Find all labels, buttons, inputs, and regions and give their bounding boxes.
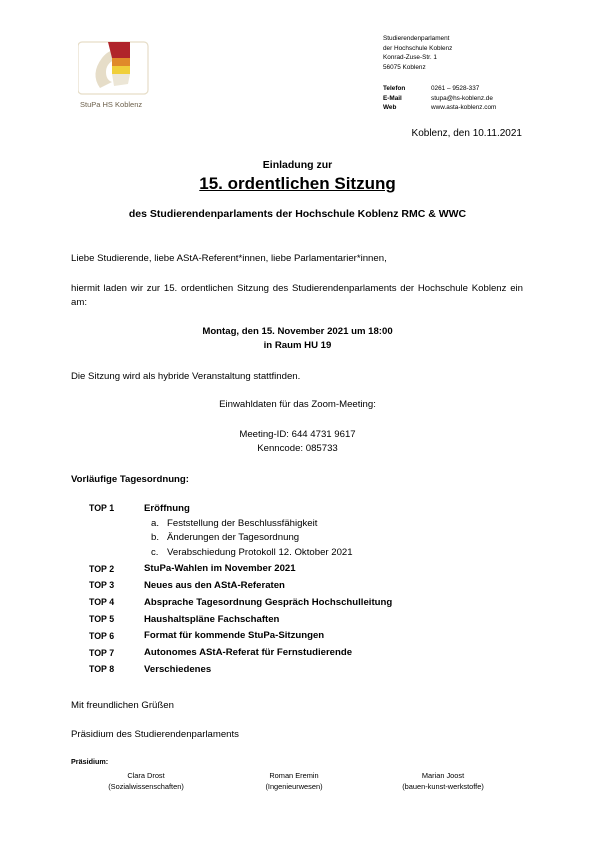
contact-email: E-Mail stupa@hs-koblenz.de — [383, 94, 493, 102]
zoom-credentials — [0, 428, 595, 456]
title-line-3: des Studierendenparlaments der Hochschule Koblenz RMC & WWC — [128, 208, 467, 220]
praesidium-member — [224, 770, 364, 792]
agenda-subitems — [151, 517, 509, 561]
intro-paragraph: hiermit laden wir zur 15. ordentlichen Sitzung des Studierendenparlaments der Hochschule Koblenz ein am: — [71, 283, 523, 308]
zoom-heading: Einwahldaten für das Zoom-Meeting: — [219, 399, 376, 410]
meeting-when — [0, 325, 595, 353]
logo-caption: StuPa HS Koblenz — [80, 100, 143, 109]
contact-web: Web www.asta-koblenz.com — [383, 104, 497, 112]
agenda-item: TOP 6 Format für kommende StuPa-Sitzungen — [89, 630, 325, 642]
closing: Mit freundlichen Grüßen — [71, 700, 174, 711]
agenda-subitem: c. Verabschiedung Protokoll 12. Oktober 2021 — [151, 546, 353, 558]
address-block — [383, 34, 452, 72]
greeting: Liebe Studierende, liebe AStA-Referent*innen, liebe Parlamentarier*innen, — [71, 253, 387, 264]
agenda-item: TOP 2 StuPa-Wahlen im November 2021 — [89, 563, 296, 575]
stupa-logo — [78, 38, 150, 98]
agenda-item: TOP 7 Autonomes AStA-Referat für Fernstudierende — [89, 647, 353, 659]
agenda-list — [89, 500, 509, 678]
signature-line: Präsidium des Studierendenparlaments — [71, 729, 239, 740]
zoom-passcode: Kenncode: 085733 — [257, 443, 338, 454]
address-line: Konrad-Zuse-Str. 1 — [383, 54, 437, 62]
agenda-item: TOP 1 Eröffnung — [89, 502, 190, 514]
member-name: Clara Drost — [127, 771, 165, 780]
contact-phone: Telefon 0261 – 9528-337 — [383, 85, 480, 92]
praesidium-label: Präsidium: — [71, 757, 109, 766]
agenda-item: TOP 5 Haushaltspläne Fachschaften — [89, 613, 280, 625]
member-dept: (Ingenieurwesen) — [265, 782, 323, 791]
address-line: der Hochschule Koblenz — [383, 44, 453, 52]
contact-block — [383, 84, 496, 113]
agenda-item: TOP 8 Verschiedenes — [89, 663, 212, 675]
agenda-subitem: b. Änderungen der Tagesordnung — [151, 532, 300, 544]
agenda-heading: Vorläufige Tagesordnung: — [71, 474, 189, 485]
address-line: Studierendenparlament — [383, 35, 450, 42]
praesidium-member — [373, 770, 513, 792]
member-dept: (Sozialwissenschaften) — [108, 782, 184, 791]
meeting-room: in Raum HU 19 — [263, 340, 332, 351]
meeting-date: Montag, den 15. November 2021 um 18:00 — [202, 326, 393, 337]
member-dept: (bauen-kunst-werkstoffe) — [402, 782, 484, 791]
agenda-item: TOP 4 Absprache Tagesordnung Gespräch Hochschulleitung — [89, 596, 393, 608]
address-line: 56075 Koblenz — [383, 63, 426, 71]
agenda-item: TOP 3 Neues aus den AStA-Referaten — [89, 579, 285, 591]
praesidium-member — [76, 770, 216, 792]
title-line-1: Einladung zur — [262, 159, 333, 171]
letter-date: Koblenz, den 10.11.2021 — [411, 128, 522, 139]
agenda-subitem: a. Feststellung der Beschlussfähigkeit — [151, 517, 318, 529]
hybrid-note: Die Sitzung wird als hybride Veranstaltung stattfinden. — [71, 371, 301, 382]
member-name: Marian Joost — [421, 771, 465, 780]
zoom-meeting-id: Meeting-ID: 644 4731 9617 — [239, 429, 356, 440]
page-title: 15. ordentlichen Sitzung — [199, 174, 396, 193]
member-name: Roman Eremin — [269, 771, 319, 780]
